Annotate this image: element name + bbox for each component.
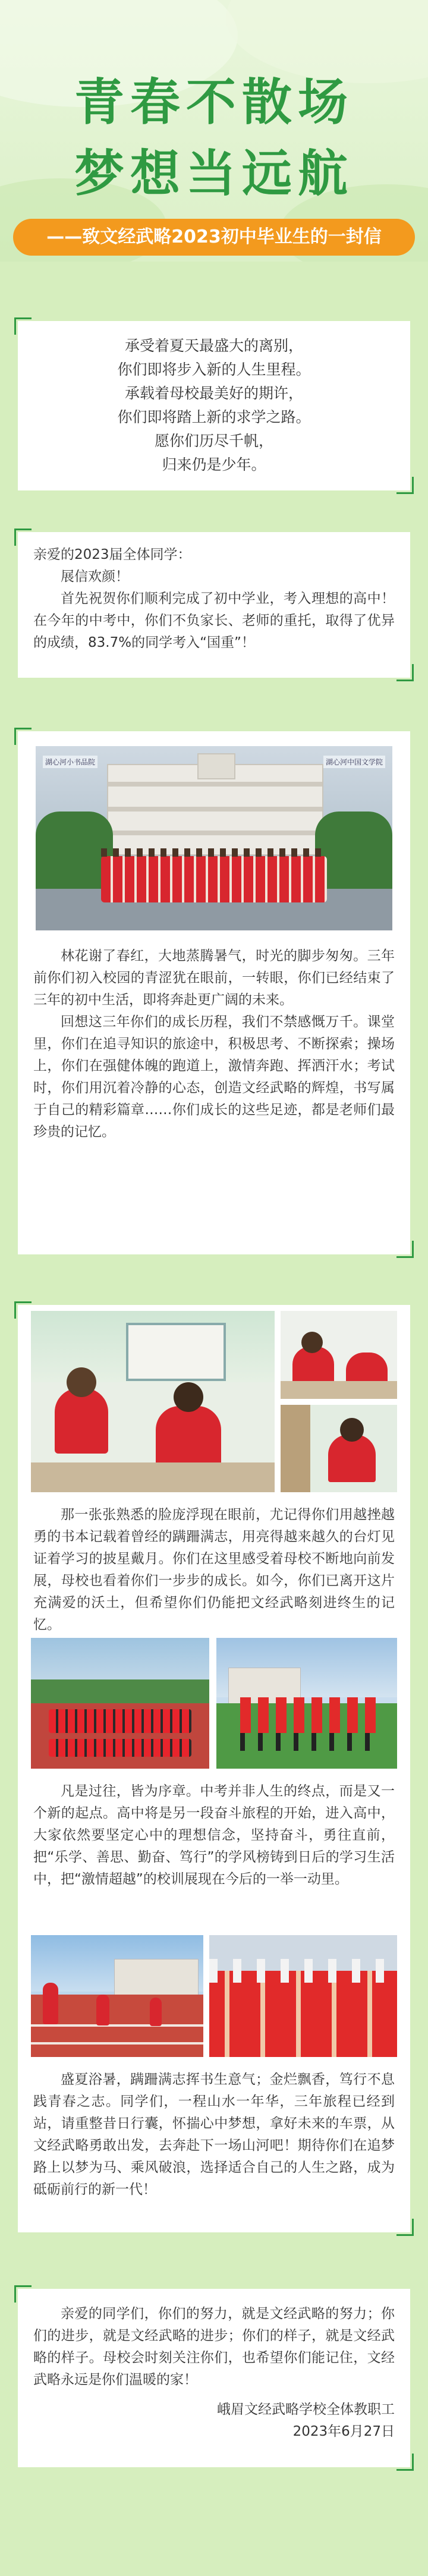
intro-card [18, 532, 410, 678]
memories-text [18, 945, 410, 1143]
card-corner [14, 728, 32, 745]
header-banner [0, 0, 428, 262]
runner-figure [43, 1983, 58, 2024]
paragraph: 那一张张熟悉的脸庞浮现在眼前，尤记得你们用越挫越勇的书本记载着曾经的蹒跚满志，用亮得越来越久的台灯见证着学习的披星戴月。你们在这里感受着母校不断地向前发展，母校也看着你们一步步的成长。如今，你们已离开这片充满爱的沃土，但希望你们仍能把文经武略刻进终生的记忆。 [33, 1507, 395, 1633]
card-corner [14, 529, 32, 546]
memories-card [18, 731, 410, 1254]
students-group [101, 856, 327, 902]
poem-line: 你们即将踏上新的求学之路。 [117, 408, 311, 426]
celebration-photo [209, 1935, 397, 2057]
greeting: 亲爱的2023届全体同学： [33, 547, 191, 562]
students-crowd [209, 1971, 397, 2057]
paragraph: 回想这三年你们的成长历程，我们不禁感慨万千。课堂里，你们在追寻知识的旅途中，积极思考、不断探索；操场上，你们在强健体魄的跑道上，激情奔跑、挥洒汗水；考试时，你们用沉着冷静的心态，创造文经武略的辉煌，书写属于自己的精彩篇章……你们成长的这些足迹，都是老师们最珍贵的记忆。 [33, 1014, 395, 1140]
students-row [240, 1697, 377, 1733]
welcome-line: 展信欢颜！ [61, 569, 129, 584]
closing-paragraph: 亲爱的同学们，你们的努力，就是文经武略的努力；你们的进步，就是文经武略的进步；你们的样子，就是文经武略的样子。母校会时刻关注你们，也希望你们能记住，文经武略永远是你们温暖的家！ [33, 2306, 395, 2388]
closing-card [18, 2289, 410, 2467]
paragraph: 凡是过往，皆为序章。中考并非人生的终点，而是又一个新的起点。高中将是另一段奋斗旅程的开始，进入高中，大家依然要坚定心中的理想信念，坚持奋斗，勇往直前，把“乐学、善思、勤奋、笃行”的学风榜铸到日后的学习生活中，把“激情超越”的校训展现在今后的一举一动里。 [33, 1784, 395, 1887]
poem-text [18, 321, 410, 477]
letter-date: 2023年6月27日 [292, 2424, 395, 2439]
sports-field-photo [216, 1638, 397, 1769]
page-title-line1: 青春不散场 [74, 73, 354, 131]
blackboard [126, 1323, 226, 1381]
page-title-line2: 梦想当远航 [74, 144, 354, 203]
building-sign-left: 湖心河小书品院 [43, 756, 97, 768]
card-corner [396, 2454, 414, 2471]
signature: 峨眉文经武略学校全体教职工 [217, 2402, 395, 2417]
school-building [107, 764, 323, 855]
running-photo [31, 1935, 203, 2057]
building-sign-right: 湖心河中国文学院 [323, 756, 385, 768]
poem-line: 愿你们历尽千帆， [154, 432, 273, 449]
paragraph: 盛夏浴暑，蹒跚满志挥书生意气；金烂飘香，笃行不息践青春之志。同学们，一程山水一年华，三年旅程已经到站，请重整昔日行囊，怀揣心中梦想，拿好未来的车票，从文经武略勇敢出发，去奔赴下一场山河吧！期待你们在追梦路上以梦为马、乘风破浪，选择适合自己的人生之路，成为砥砺前行的新一代！ [33, 2072, 395, 2197]
poem-card [18, 321, 410, 490]
graduation-group-photo [36, 746, 392, 930]
card-corner [14, 1301, 32, 1319]
card-corner [396, 2219, 414, 2236]
poem-line: 你们即将步入新的人生里程。 [117, 361, 311, 378]
farewell-text-2 [18, 1781, 410, 1891]
card-corner [396, 664, 414, 681]
classroom-photo [31, 1311, 275, 1492]
subtitle-banner: ——致文经武略2023初中毕业生的一封信 [13, 219, 415, 256]
students-row [49, 1709, 191, 1733]
card-corner [14, 317, 32, 335]
farewell-text-3 [18, 2069, 410, 2201]
intro-paragraph: 首先祝贺你们顺利完成了初中学业，考入理想的高中！在今年的中考中，你们不负家长、老师的重托，取得了优异的成绩，83.7%的同学考入“国重”！ [33, 591, 395, 650]
farewell-text-1 [18, 1504, 410, 1636]
classroom-photo-small [281, 1311, 397, 1399]
poem-line: 承受着夏天最盛大的离别， [124, 337, 303, 354]
student-figure [55, 1388, 108, 1454]
card-corner [396, 477, 414, 494]
paragraph: 林花谢了春红，大地蒸腾暑气，时光的脚步匆匆。三年前你们初入校园的青涩犹在眼前，一转眼，你们已经结束了三年的初中生活，即将奔赴更广阔的未来。 [33, 948, 395, 1008]
sports-field-photo [31, 1638, 209, 1769]
poem-line: 承载着母校最美好的期许， [124, 385, 303, 402]
card-corner [14, 2285, 32, 2303]
farewell-card [18, 1305, 410, 2232]
card-corner [396, 1241, 414, 1258]
classroom-photo-small [281, 1405, 397, 1492]
poem-line: 归来仍是少年。 [162, 456, 266, 473]
